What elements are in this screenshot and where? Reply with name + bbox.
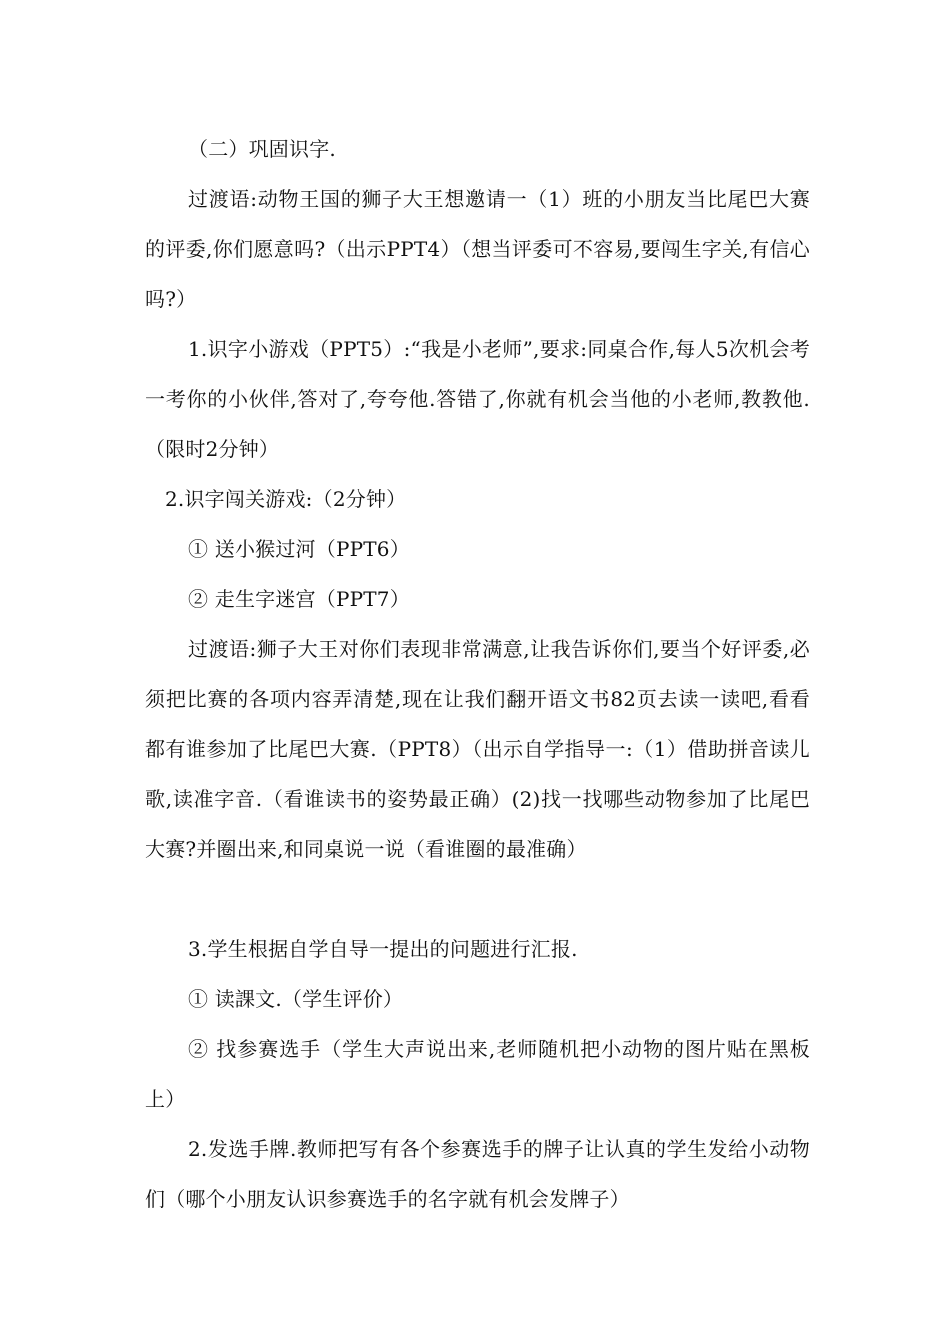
list-item-3: ① 读課文.（学生评价） [188, 987, 404, 1011]
section-heading: （二）巩固识字. [188, 137, 336, 161]
list-item-2: ② 走生字迷宫（PPT7） [188, 587, 410, 611]
transition-paragraph-2: 过渡语:狮子大王对你们表现非常满意,让我告诉你们,要当个好评委,必须把比赛的各项内容弄清楚,现在让我们翻开语文书82页去读一读吧,看看都有谁参加了比尾巴大赛.（PPT8）（出示自学指导一:（1）借助拼音读儿歌,读准字音.（看谁读书的姿势最正确）(2)找一找哪些动物参加了比尾巴大赛?并圈出来,和同桌说一说（看谁圈的最准确） [145, 637, 810, 861]
badge-paragraph: 2.发选手牌.教师把写有各个参赛选手的牌子让认真的学生发给小动物们（哪个小朋友认识参赛选手的名字就有机会发牌子） [145, 1137, 810, 1211]
list-item-1: ① 送小猴过河（PPT6） [188, 537, 410, 561]
game-paragraph-1: 1.识字小游戏（PPT5）:“我是小老师”,要求:同桌合作,每人5次机会考一考你的小伙伴,答对了,夸夸他.答错了,你就有机会当他的小老师,教教他.（限时2分钟） [145, 337, 810, 461]
game-paragraph-2: 2.识字闯关游戏:（2分钟） [165, 487, 407, 511]
list-item-4: ② 找参赛选手（学生大声说出来,老师随机把小动物的图片贴在黑板上） [145, 1037, 810, 1111]
report-paragraph: 3.学生根据自学自导一提出的问题进行汇报. [188, 937, 578, 961]
transition-paragraph-1: 过渡语:动物王国的狮子大王想邀请一（1）班的小朋友当比尾巴大赛的评委,你们愿意吗?（出示PPT4）（想当评委可不容易,要闯生字关,有信心吗?） [145, 187, 810, 311]
